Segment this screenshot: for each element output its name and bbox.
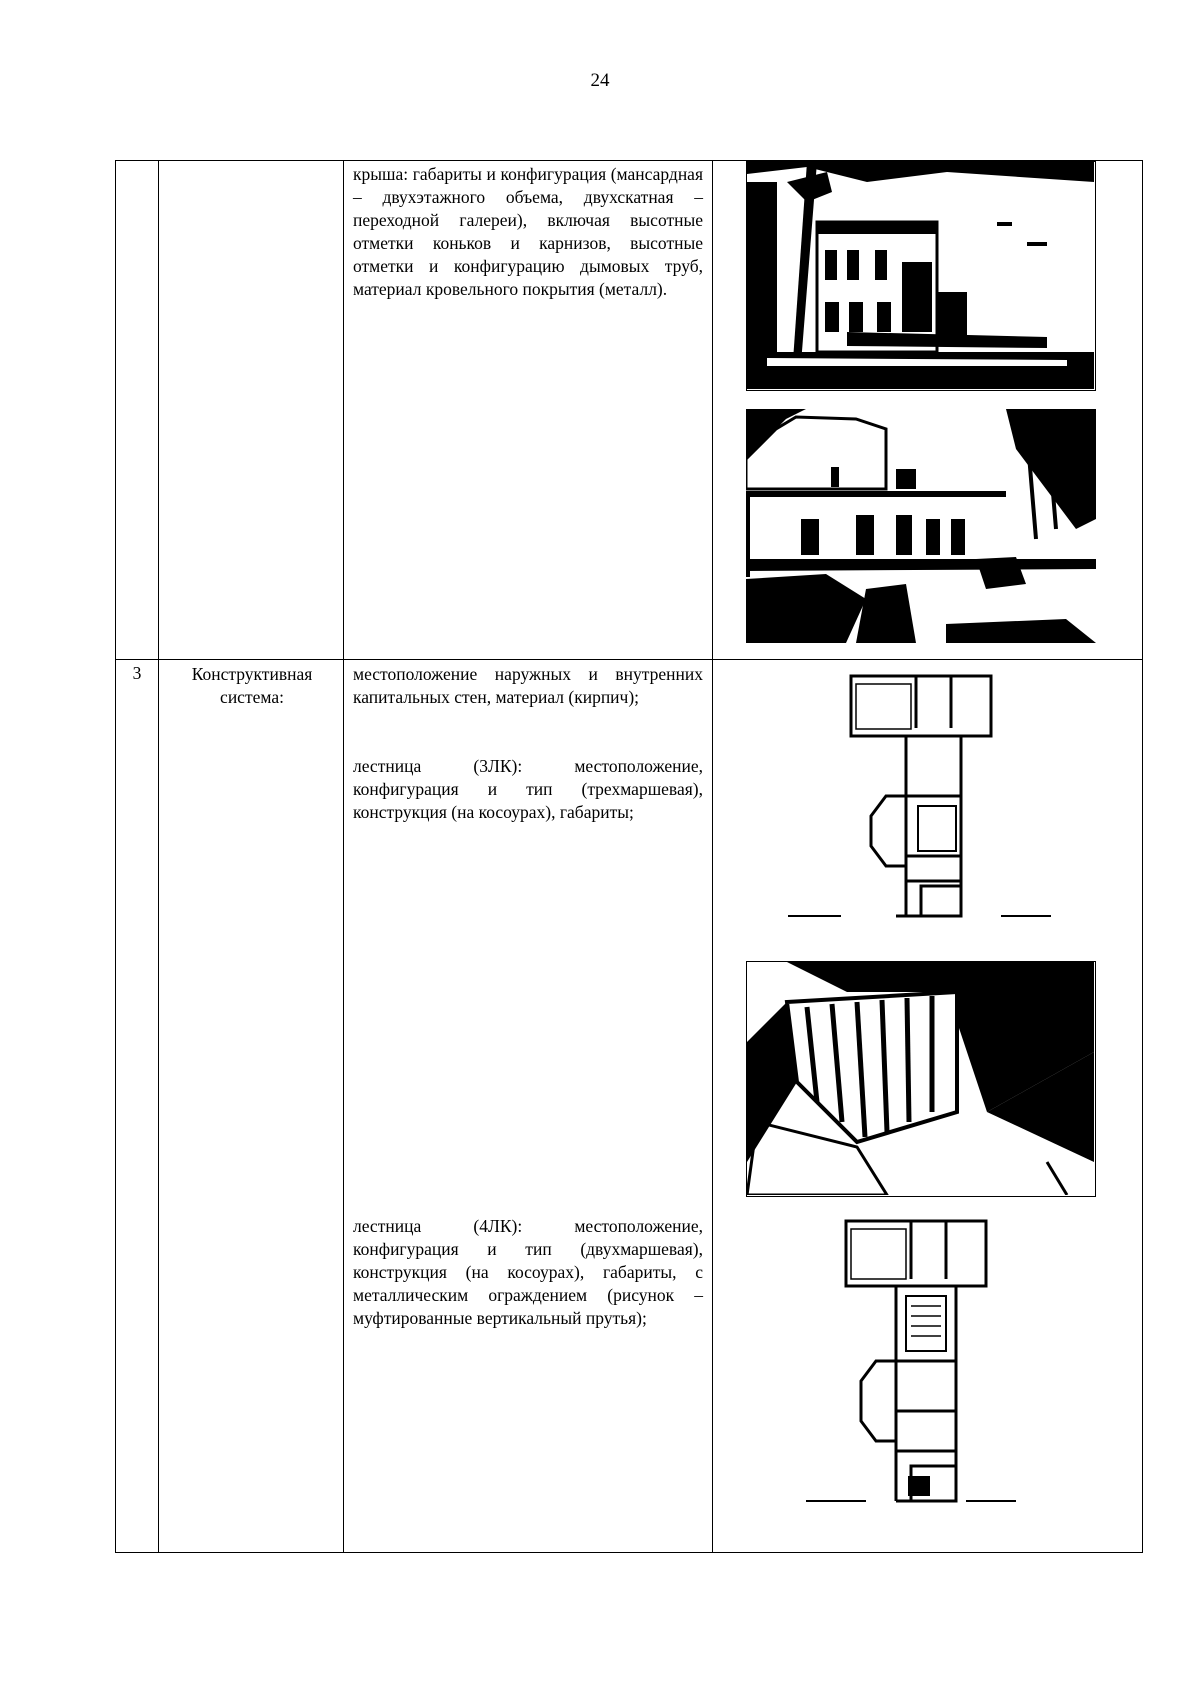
heritage-table [115, 160, 1143, 1553]
floor-plan-4lk-icon [746, 1211, 1096, 1529]
staircase-photo-icon [746, 961, 1096, 1197]
stair-4lk-description: лестница (4ЛК): местоположение, конфигурация и тип (двухмаршевая), конструкция (на косоурах), габариты, с металлическим ограждением (рисунок – муфтированные вертикальный прутья); [353, 1216, 703, 1328]
row-divider [116, 659, 1142, 660]
section-title: Конструктивная система: [191, 664, 313, 707]
walls-description: местоположение наружных и внутренних капитальных стен, материал (кирпич); [353, 664, 703, 707]
column-divider [343, 161, 344, 1552]
column-divider [712, 161, 713, 1552]
building-facade-photo-icon [746, 161, 1096, 391]
page-number: 24 [590, 70, 610, 91]
roof-description: крыша: габариты и конфигурация (мансардная – двухэтажного объема, двухскатная – переходной галереи), включая высотные отметки коньков и карнизов, высотные отметки и конфигурацию дымовых труб, материал кровельного покрытия (металл). [353, 164, 703, 299]
column-divider [158, 161, 159, 1552]
courtyard-gallery-photo-icon [746, 409, 1096, 643]
row-number: 3 [132, 663, 142, 683]
stair-3lk-description: лестница (3ЛК): местоположение, конфигурация и тип (трехмаршевая), конструкция (на косоурах), габариты; [353, 756, 703, 822]
floor-plan-3lk-icon [746, 666, 1096, 944]
